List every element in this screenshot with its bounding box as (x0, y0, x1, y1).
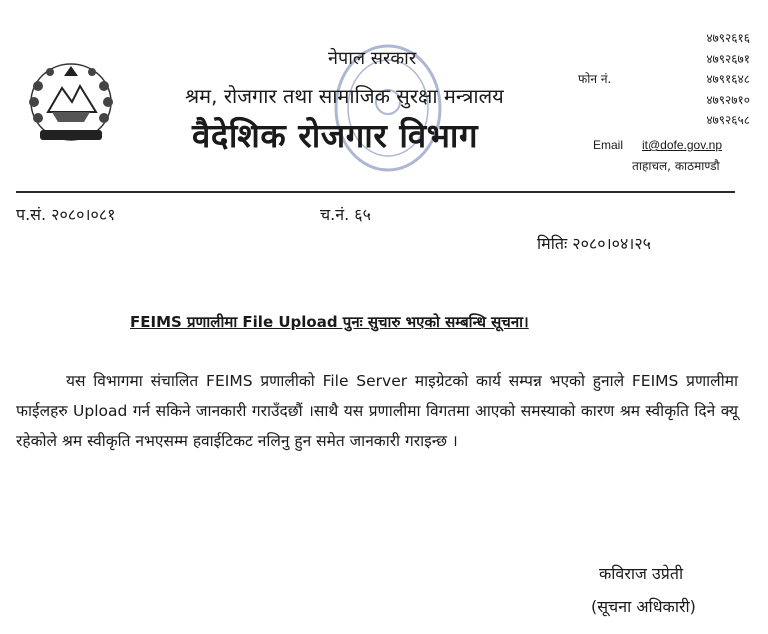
email-label: Email (593, 138, 624, 152)
notice-subject: FEIMS प्रणालीमा File Upload पुनः सुचारु भएको सम्बन्धि सूचना। (130, 313, 529, 331)
phone-list (706, 28, 750, 131)
letter-date: मितिः २०८०।०४।२५ (537, 234, 651, 253)
phone-number: ४७९२७१० (706, 92, 750, 107)
office-address: ताहाचल, काठमाण्डौ (632, 159, 720, 173)
government-name: नेपाल सरकार (328, 48, 417, 69)
notice-body (16, 366, 738, 456)
signer-name: कविराज उप्रेती (599, 564, 684, 583)
signer-title: (सूचना अधिकारी) (591, 597, 696, 616)
email-link[interactable]: it@dofe.gov.np (642, 138, 723, 152)
phone-number: ४७९२६७१ (706, 51, 750, 66)
phone-label: फोन नं. (578, 72, 612, 86)
ministry-name: श्रम, रोजगार तथा सामाजिक सुरक्षा मन्त्रालय (185, 84, 504, 108)
reference-number: प.सं. २०८०।०८१ (16, 205, 116, 224)
dispatch-number: च.नं. ६५ (320, 205, 371, 224)
department-name: वैदेशिक रोजगार विभाग (192, 116, 479, 155)
header-divider (16, 191, 735, 193)
phone-number: ४७९२६५८ (706, 113, 750, 127)
phone-number: ४७९१६४८ (706, 72, 750, 86)
nepal-emblem-icon (22, 56, 120, 150)
phone-number: ४७९२६१६ (706, 31, 750, 45)
body-paragraph: यस विभागमा संचालित FEIMS प्रणालीको File Server माइग्रेटको कार्य सम्पन्न भएको हुनाले FEIMS प्रणालीमा फाईलहरु Upload गर्न सकिने जानकारी गराउँदछौं ।साथै यस प्रणालीमा विगतमा आएको समस्याको कारण श्रम स्वीकृति दिने क्यू रहेकोले श्रम स्वीकृति नभएसम्म हवाईटिकट नलिनु हुन समेत जानकारी गराइन्छ । (16, 372, 738, 450)
